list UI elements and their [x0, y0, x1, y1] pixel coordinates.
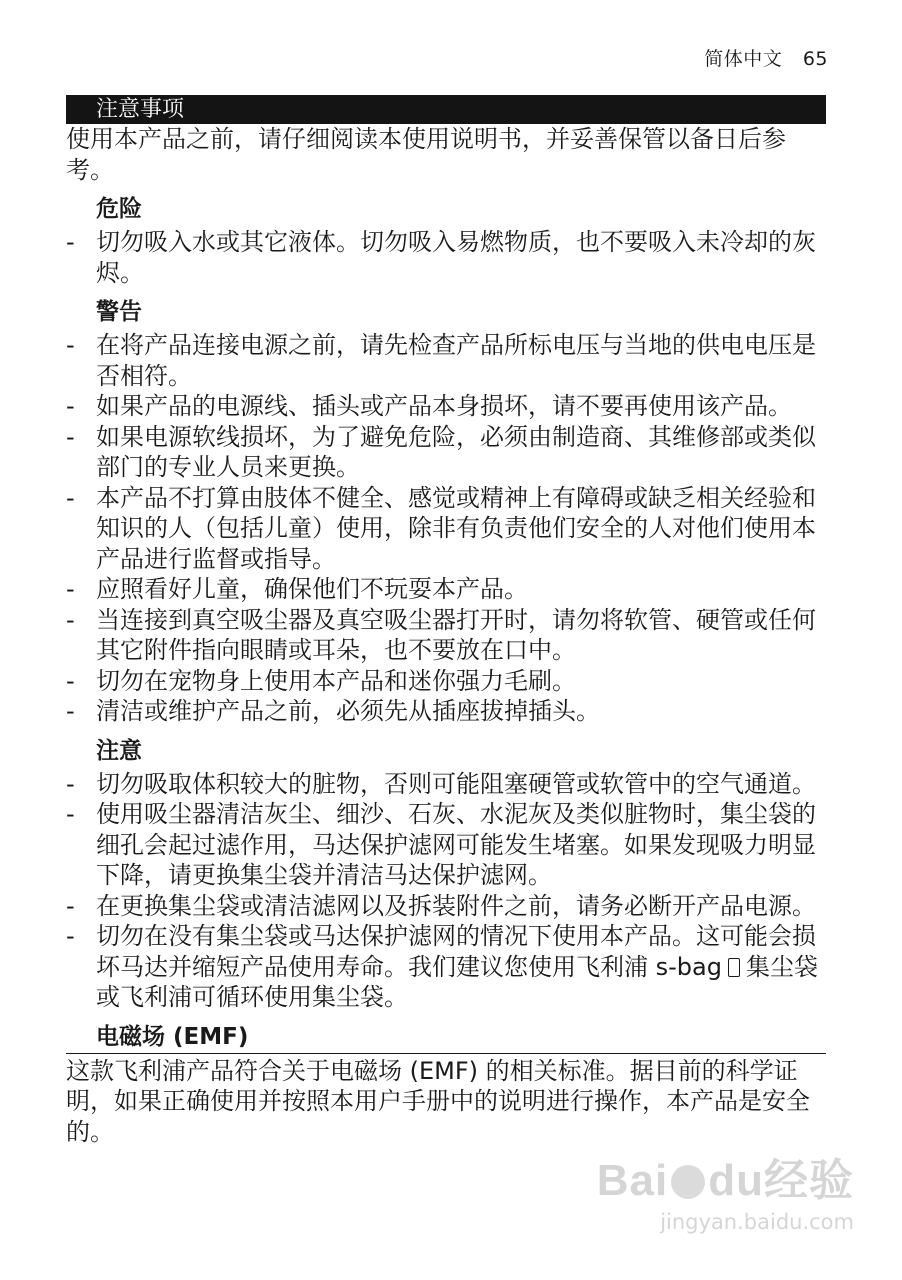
warning-item: - 如果电源软线损坏，为了避免危险，必须由制造商、其维修部或类似部门的专业人员来更换。 — [66, 422, 816, 481]
warning-item: - 当连接到真空吸尘器及真空吸尘器打开时，请勿将软管、硬管或任何其它附件指向眼睛或耳朵，也不要放在口中。 — [66, 605, 816, 664]
intro-paragraph: 使用本产品之前，请仔细阅读本使用说明书，并妥善保管以备日后参考。 — [66, 125, 786, 184]
bullet-dash: - — [66, 922, 75, 950]
caution-item: - 切勿在没有集尘袋或马达保护滤网的情况下使用本产品。这可能会损坏马达并缩短产品使用寿命。我们建议您使用飞利浦 s-bag 集尘袋或飞利浦可循环使用集尘袋。 — [66, 922, 818, 1011]
bullet-dash: - — [66, 666, 75, 695]
watermark-logo: Bai du经验 — [596, 1156, 854, 1205]
caution-item: - 切勿吸取体积较大的脏物，否则可能阻塞硬管或软管中的空气通道。 — [66, 769, 816, 798]
page-number: 65 — [802, 48, 828, 70]
warning-item: - 清洁或维护产品之前，必须先从插座拔掉插头。 — [66, 697, 600, 725]
paw-icon — [671, 1165, 705, 1199]
bullet-dash: - — [66, 422, 75, 451]
warning-item: - 应照看好儿童，确保他们不玩耍本产品。 — [66, 575, 528, 603]
bullet-dash: - — [66, 392, 75, 420]
danger-item: - 切勿吸入水或其它液体。切勿吸入易燃物质，也不要吸入未冷却的灰烬。 — [66, 228, 816, 287]
bullet-dash: - — [66, 800, 75, 828]
warning-heading: 警告 — [96, 299, 142, 325]
emf-heading: 电磁场 (EMF) — [66, 1021, 826, 1054]
page-header — [704, 44, 828, 71]
bullet-dash: - — [66, 331, 75, 359]
bullet-dash: - — [66, 891, 75, 920]
warning-item: - 本产品不打算由肢体不健全、感觉或精神上有障碍或缺乏相关经验和知识的人（包括儿童）使用，除非有负责他们安全的人对他们使用本产品进行监督或指导。 — [66, 483, 816, 573]
bullet-dash: - — [66, 483, 75, 512]
warning-item: - 在将产品连接电源之前，请先检查产品所标电压与当地的供电电压是否相符。 — [66, 331, 816, 390]
bullet-dash: - — [66, 769, 75, 798]
bullet-dash: - — [66, 575, 75, 603]
bullet-dash: - — [66, 697, 75, 725]
document-body — [66, 124, 826, 1147]
watermark-url: jingyan.baidu.com — [660, 1210, 854, 1234]
bullet-dash: - — [66, 228, 75, 256]
trademark-bag-icon — [728, 958, 740, 977]
danger-heading: 危险 — [96, 196, 142, 222]
section-title: 注意事项 — [96, 97, 185, 122]
baidu-watermark — [597, 1144, 854, 1234]
header-language: 简体中文 — [704, 48, 783, 70]
warning-item: - 如果产品的电源线、插头或产品本身损坏，请不要再使用该产品。 — [66, 392, 792, 420]
section-title-bar — [66, 95, 826, 124]
warning-item: - 切勿在宠物身上使用本产品和迷你强力毛刷。 — [66, 666, 576, 695]
caution-item: - 使用吸尘器清洁灰尘、细沙、石灰、水泥灰及类似脏物时，集尘袋的细孔会起过滤作用，马达保护滤网可能发生堵塞。如果发现吸力明显下降，请更换集尘袋并清洁马达保护滤网。 — [66, 800, 816, 889]
caution-heading: 注意 — [96, 737, 142, 764]
caution-item: - 在更换集尘袋或清洁滤网以及拆装附件之前，请务必断开产品电源。 — [66, 891, 816, 920]
bullet-dash: - — [66, 605, 75, 634]
emf-paragraph: 这款飞利浦产品符合关于电磁场 (EMF) 的相关标准。据目前的科学证明，如果正确使用并按照本用户手册中的说明进行操作，本产品是安全的。 — [66, 1056, 810, 1146]
